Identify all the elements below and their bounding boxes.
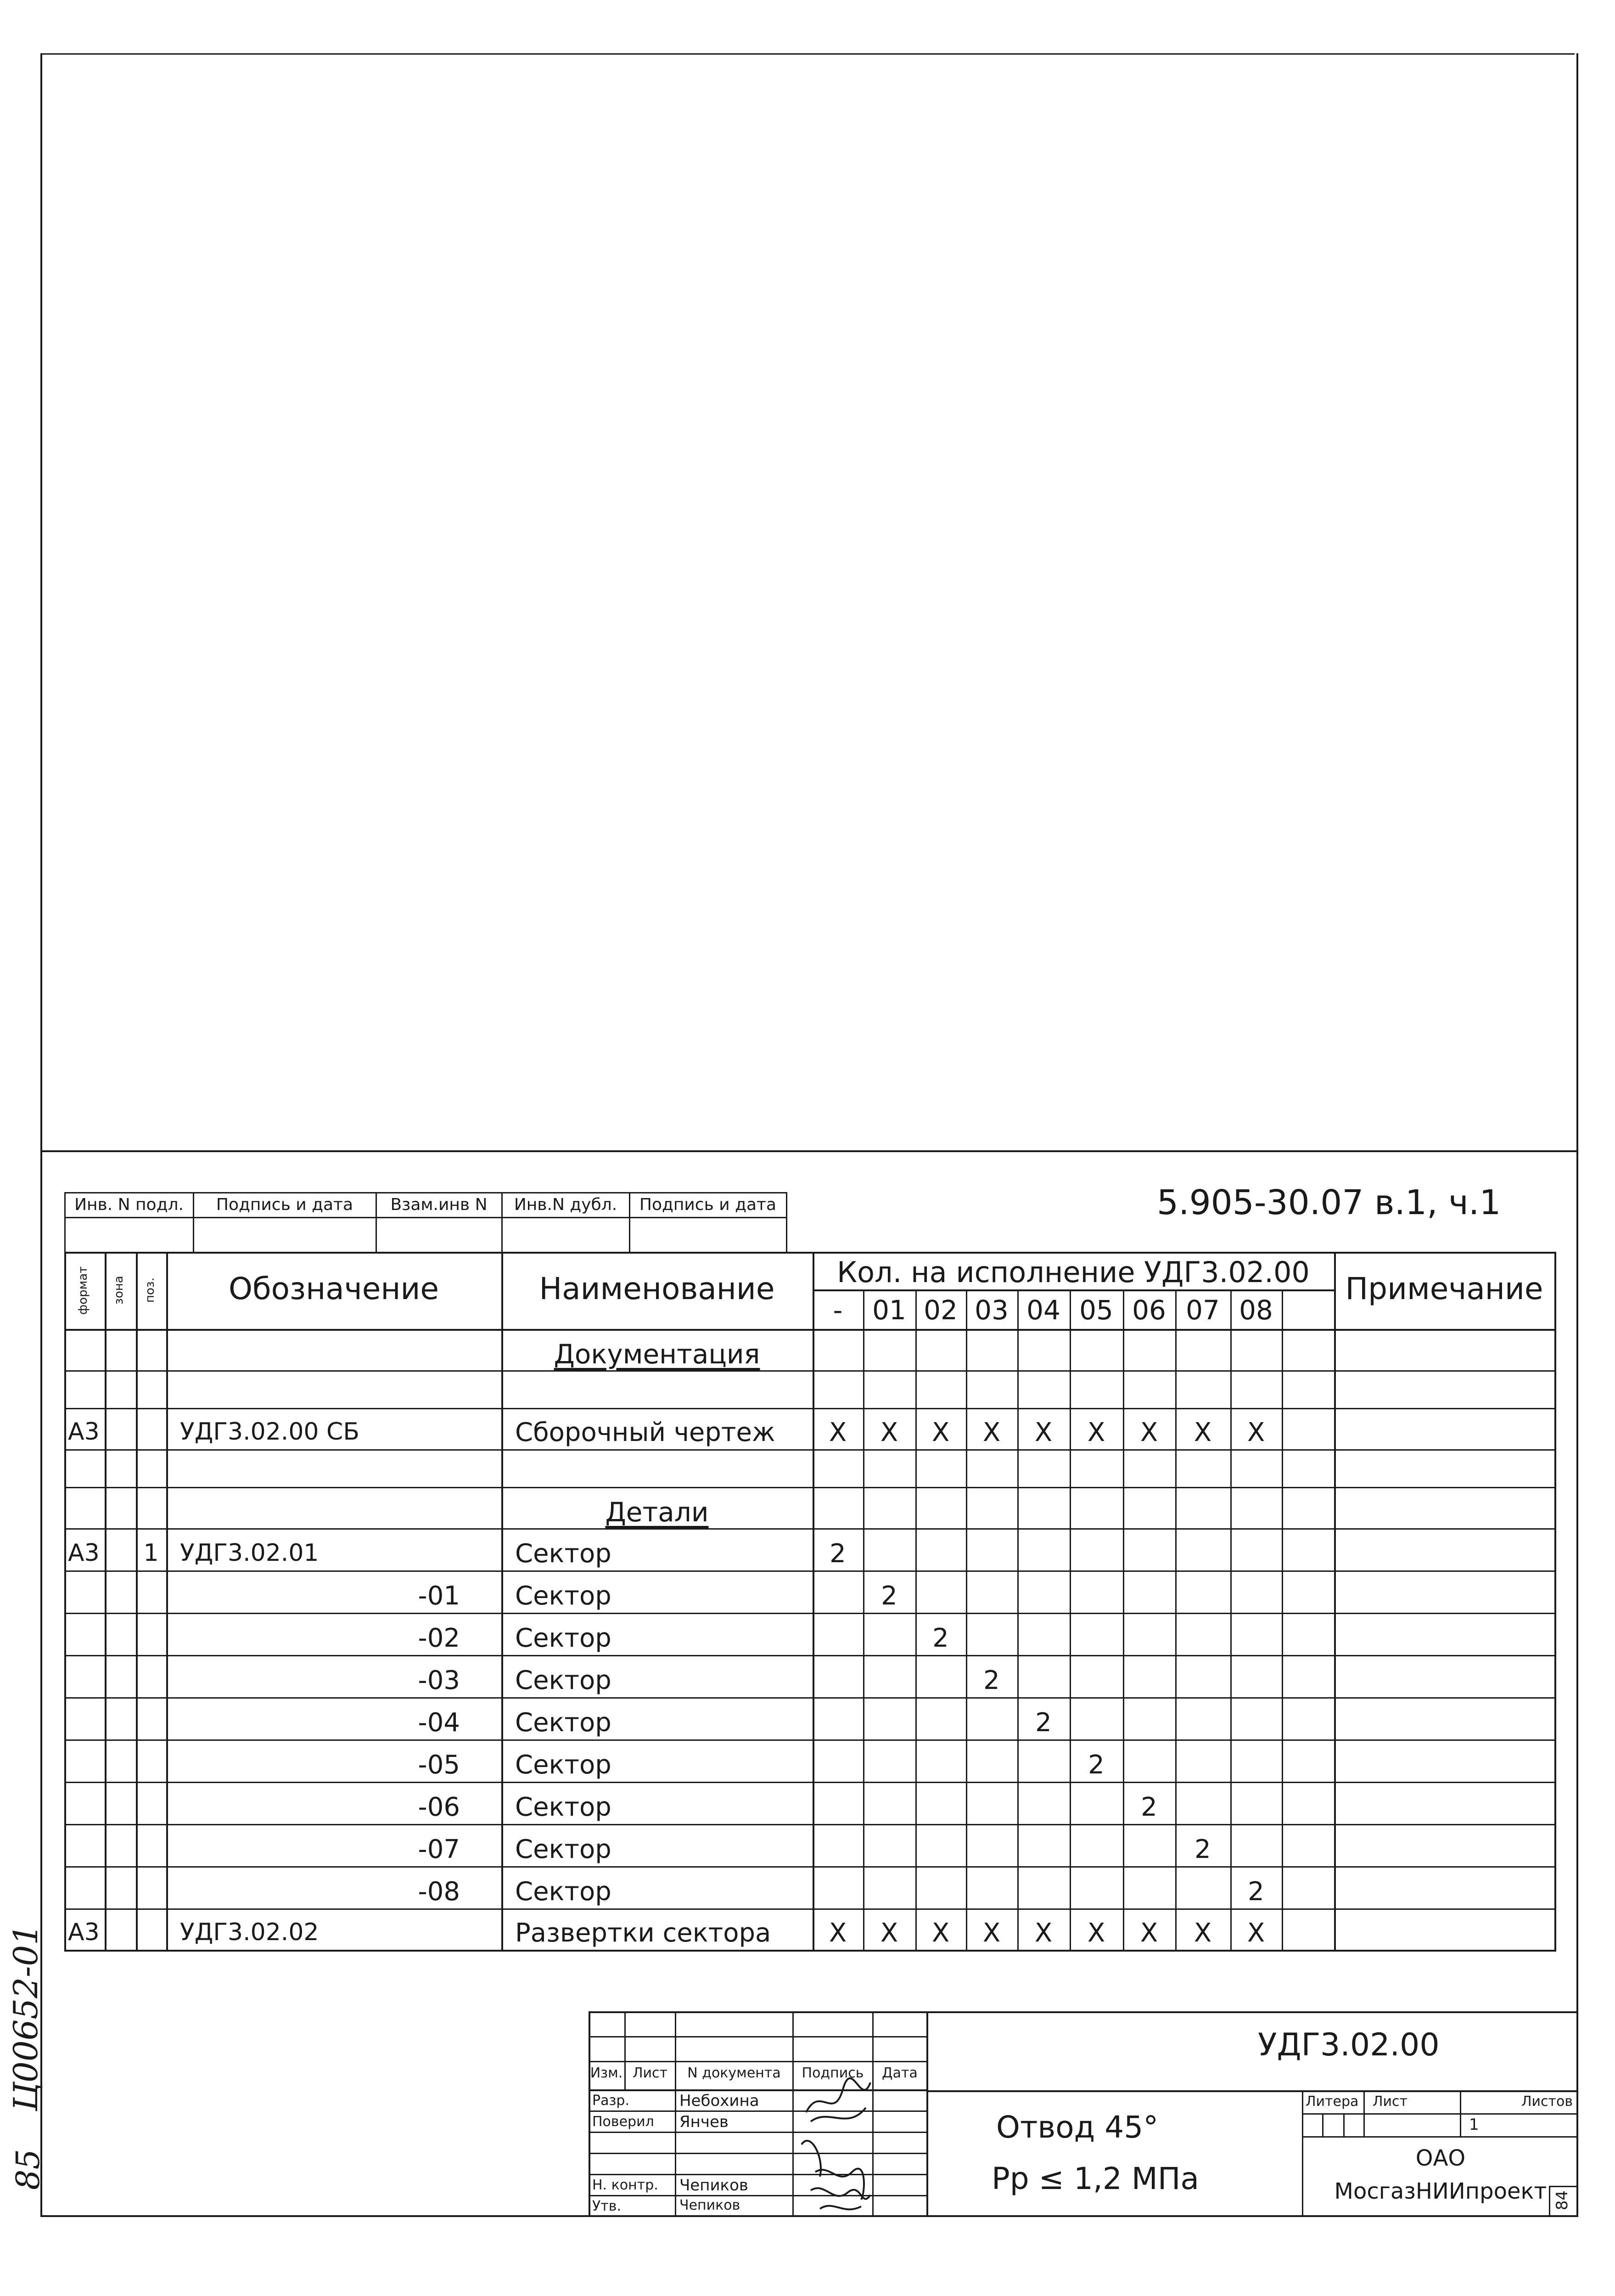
row-designation: -08 — [418, 1877, 460, 1907]
table-header-top — [64, 1252, 1556, 1254]
approval-sign-date-label-2: Подпись и дата — [639, 1195, 777, 1214]
row-qty: 2 — [932, 1623, 949, 1653]
header-format: формат — [76, 1266, 90, 1315]
page-mark-box-top — [1549, 2186, 1576, 2187]
tb-name-approver: Чепиков — [679, 2197, 740, 2213]
column-rule — [1070, 1289, 1071, 1952]
tb-list-label: Лист — [632, 2065, 668, 2081]
row-rule — [64, 1739, 1556, 1741]
row-qty: Х — [1194, 1418, 1212, 1447]
row-rule — [64, 1408, 1556, 1409]
page-mark: 84 — [1553, 2190, 1571, 2211]
row-qty: Х — [1087, 1918, 1105, 1948]
row-qty: Х — [1087, 1418, 1105, 1447]
row-qty: Х — [880, 1418, 898, 1447]
tb-sign-label: Подпись — [802, 2065, 864, 2081]
row-designation: -01 — [418, 1581, 460, 1611]
tb-sheets-label: Листов — [1521, 2093, 1573, 2110]
header-variant: 07 — [1186, 1294, 1220, 1326]
row-designation: -02 — [418, 1623, 460, 1653]
tb-docno-label: N документа — [687, 2065, 781, 2081]
row-rule — [64, 1613, 1556, 1614]
row-rule — [64, 1782, 1556, 1783]
row-rule — [64, 1697, 1556, 1699]
page-mark-box-left — [1549, 2186, 1550, 2215]
row-name: Сектор — [515, 1835, 611, 1864]
row-qty: 2 — [881, 1581, 897, 1611]
row-designation: -06 — [418, 1792, 460, 1822]
row-qty: Х — [1034, 1918, 1053, 1948]
column-rule — [813, 1252, 814, 1952]
tb-role-normcontrol: Н. контр. — [592, 2177, 658, 2193]
row-rule — [64, 1487, 1556, 1488]
column-rule — [915, 1289, 917, 1952]
row-name: Сборочный чертеж — [515, 1418, 775, 1447]
table-header-bottom — [64, 1329, 1556, 1331]
row-name: Сектор — [515, 1581, 611, 1611]
column-rule — [1017, 1289, 1019, 1952]
row-qty: Х — [829, 1918, 847, 1948]
document-designation: 5.905-30.07 в.1, ч.1 — [1157, 1183, 1501, 1222]
row-qty: 2 — [1088, 1750, 1105, 1780]
row-qty: Х — [931, 1918, 950, 1948]
side-inventory-number: Ц00652-01 — [6, 1924, 45, 2111]
header-designation: Обозначение — [229, 1271, 439, 1306]
column-rule — [105, 1252, 107, 1952]
header-note: Примечание — [1345, 1271, 1543, 1306]
column-rule — [1554, 1252, 1556, 1952]
row-designation: УДГ3.02.01 — [180, 1539, 319, 1567]
row-designation: -04 — [418, 1708, 460, 1738]
signature-marks — [792, 2039, 884, 2218]
tb-name-checker: Янчев — [679, 2113, 729, 2131]
tb-sheets-value: 1 — [1469, 2116, 1479, 2134]
row-designation: -07 — [418, 1835, 460, 1864]
tb-designation: УДГ3.02.00 — [1258, 2027, 1440, 2063]
side-page-number: 85 — [9, 2149, 47, 2190]
row-rule — [64, 1570, 1556, 1572]
row-rule — [64, 1655, 1556, 1656]
tb-izm-label: Изм. — [590, 2065, 623, 2081]
column-rule — [966, 1289, 967, 1952]
row-qty: Х — [1140, 1418, 1158, 1447]
row-name: Сектор — [515, 1708, 611, 1738]
row-format: А3 — [68, 1919, 100, 1946]
row-qty: Х — [880, 1918, 898, 1948]
tb-name-developer: Небохина — [679, 2092, 759, 2110]
header-variant: 06 — [1132, 1294, 1166, 1326]
row-qty: 2 — [1141, 1792, 1157, 1822]
column-rule — [136, 1252, 138, 1952]
row-qty: Х — [982, 1918, 1001, 1948]
tb-org-line2: МосгазНИИпроект — [1334, 2178, 1547, 2204]
drawing-field-separator — [40, 1150, 1578, 1152]
frame-left — [40, 53, 42, 2217]
header-variant: 02 — [924, 1294, 958, 1326]
header-name: Наименование — [539, 1271, 775, 1306]
row-qty: 2 — [830, 1539, 846, 1569]
header-variant: 01 — [872, 1294, 906, 1326]
tb-title-line1: Отвод 45° — [996, 2110, 1159, 2145]
row-qty: Х — [829, 1418, 847, 1447]
row-name: Сектор — [515, 1792, 611, 1822]
tb-role-checker: Поверил — [592, 2114, 654, 2130]
header-variant: 04 — [1026, 1294, 1060, 1326]
tb-litera-label: Литера — [1306, 2093, 1359, 2110]
row-name: Сектор — [515, 1750, 611, 1780]
row-qty: 2 — [1248, 1877, 1264, 1907]
header-variant: 05 — [1079, 1294, 1113, 1326]
row-designation: -03 — [418, 1666, 460, 1695]
tb-name-normcontrol: Чепиков — [679, 2176, 748, 2195]
row-section-title: Документация — [554, 1339, 760, 1370]
tb-title-line2: Рр ≤ 1,2 МПа — [992, 2161, 1199, 2196]
row-qty: 2 — [1194, 1835, 1211, 1864]
row-designation: УДГ3.02.02 — [180, 1919, 319, 1946]
approval-sign-date-label: Подпись и дата — [216, 1195, 353, 1214]
row-position: 1 — [143, 1539, 159, 1567]
table-bottom — [64, 1950, 1556, 1952]
approval-dup-inv-label: Инв.N дубл. — [514, 1195, 617, 1214]
row-qty: Х — [1247, 1918, 1265, 1948]
tb-role-approver: Утв. — [592, 2198, 621, 2214]
column-rule — [1123, 1289, 1124, 1952]
row-rule — [64, 1824, 1556, 1825]
frame-right — [1576, 53, 1578, 2217]
header-variant: 03 — [975, 1294, 1009, 1326]
header-qty-title: Кол. на исполнение УДГ3.02.00 — [837, 1255, 1310, 1289]
row-rule — [64, 1370, 1556, 1372]
row-name: Развертки сектора — [515, 1918, 771, 1948]
qty-header-split — [813, 1289, 1334, 1291]
row-qty: Х — [931, 1418, 950, 1447]
tb-org-line1: ОАО — [1415, 2145, 1466, 2171]
row-format: А3 — [68, 1418, 100, 1446]
row-qty: Х — [1034, 1418, 1053, 1447]
header-pos: поз. — [143, 1277, 157, 1303]
row-designation: УДГ3.02.00 СБ — [180, 1418, 360, 1446]
header-zone: зона — [112, 1276, 126, 1305]
row-section-title: Детали — [605, 1497, 709, 1528]
row-rule — [64, 1528, 1556, 1530]
row-name: Сектор — [515, 1877, 611, 1907]
row-rule — [64, 1449, 1556, 1451]
row-format: А3 — [68, 1539, 100, 1567]
top-edge-line — [41, 53, 1575, 55]
column-rule — [863, 1289, 864, 1952]
approval-inv-label: Инв. N подл. — [74, 1195, 184, 1214]
row-qty: Х — [1140, 1918, 1158, 1948]
row-name: Сектор — [515, 1539, 611, 1569]
row-qty: 2 — [983, 1666, 1000, 1695]
column-rule — [64, 1252, 66, 1952]
tb-sheet-label: Лист — [1373, 2093, 1408, 2110]
row-qty: Х — [982, 1418, 1001, 1447]
header-variant: - — [833, 1294, 843, 1326]
tb-date-label: Дата — [882, 2065, 918, 2081]
column-rule — [1282, 1289, 1283, 1952]
row-qty: 2 — [1035, 1708, 1052, 1738]
row-qty: Х — [1194, 1918, 1212, 1948]
row-name: Сектор — [515, 1623, 611, 1653]
column-rule — [1334, 1252, 1336, 1952]
header-variant: 08 — [1239, 1294, 1273, 1326]
row-name: Сектор — [515, 1666, 611, 1695]
row-rule — [64, 1908, 1556, 1910]
row-designation: -05 — [418, 1750, 460, 1780]
approval-replaced-inv-label: Взам.инв N — [390, 1195, 488, 1214]
column-rule — [1230, 1289, 1232, 1952]
row-qty: Х — [1247, 1418, 1265, 1447]
tb-role-developer: Разр. — [592, 2093, 630, 2109]
row-rule — [64, 1866, 1556, 1868]
